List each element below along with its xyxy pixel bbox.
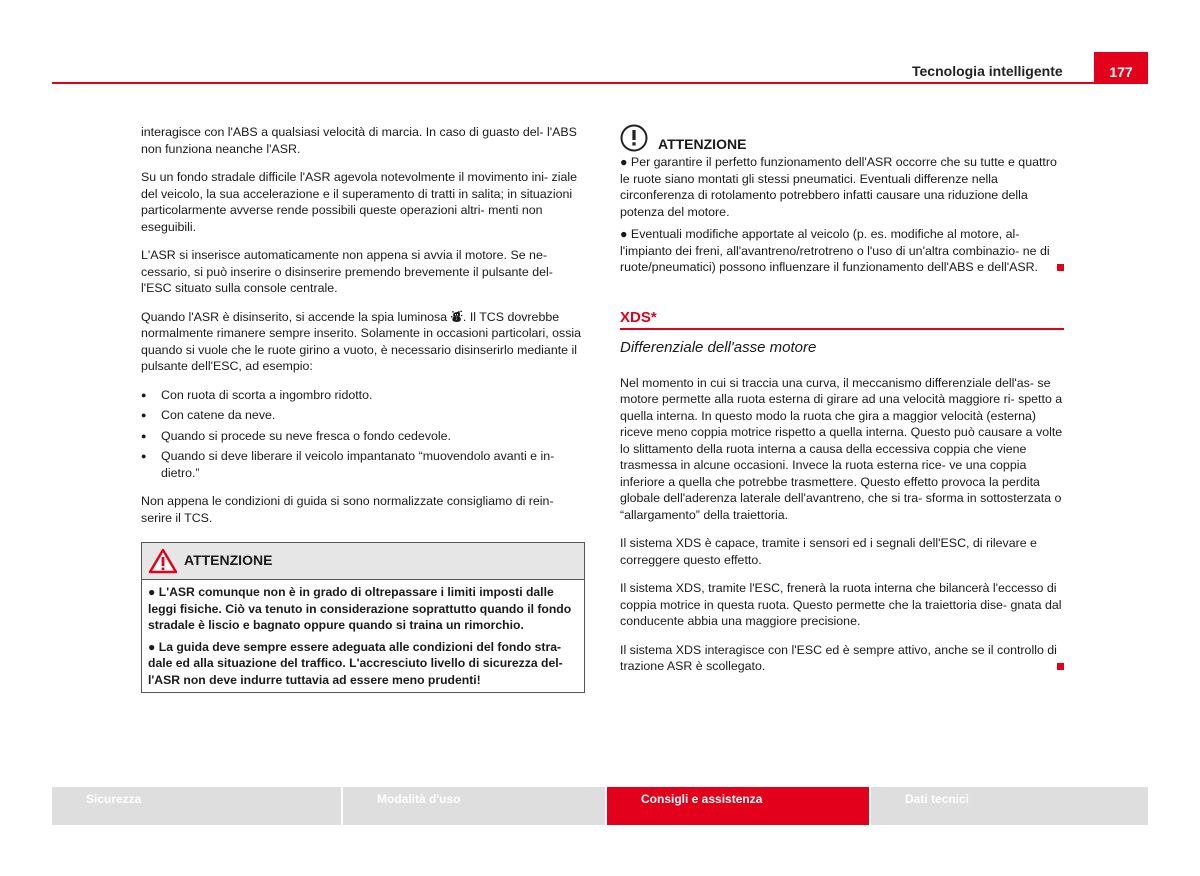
paragraph: L'ASR si inserisce automaticamente non appena si avvia il motore. Se ne- cessario, si può inserire o disinserire premendo brevemente il pulsante del- l'ESC situato sulla console centrale. [141, 248, 553, 295]
caution-title: ATTENZIONE [658, 136, 747, 152]
caution-block [620, 124, 1064, 276]
warning-body [142, 580, 584, 692]
caution-item: ● Eventuali modifiche apportate al veicolo (p. es. modifiche al motore, al- l'impianto dei freni, all'avantreno/retrotreno o l'uso di un'altra combinazio- ne di ruote/pneumatici) possono influenzare il funzionamento dell'ABS e dell'ASR. [620, 226, 1064, 276]
warning-triangle-icon [148, 548, 178, 574]
section-end-marker [1057, 663, 1064, 670]
caution-header [620, 124, 1064, 154]
warning-title: ATTENZIONE [184, 552, 273, 568]
section-end-marker [1057, 264, 1064, 271]
list-item: ● Quando si deve liberare il veicolo impantanato “muovendolo avanti e in- dietro.” [141, 448, 585, 481]
section-subtitle: Differenziale dell'asse motore [620, 339, 817, 356]
list-item: ● Quando si procede su neve fresca o fondo cedevole. [141, 428, 585, 445]
section-title: XDS* [620, 310, 1064, 331]
warning-item: ● L'ASR comunque non è in grado di oltrepassare i limiti imposti dalle leggi fisiche. Ciò va tenuto in considerazione soprattutto quando il fondo stradale è liscio e bagnato oppure quando si traina un rimorchio. [148, 585, 572, 632]
paragraph: Il sistema XDS è capace, tramite i sensori ed i segnali dell'ESC, di rilevare e correggere questo effetto. [620, 536, 1037, 567]
footer-tab-modalita-uso[interactable]: Modalità d'uso [343, 787, 605, 825]
footer-tab-consigli-assistenza[interactable]: Consigli e assistenza [607, 787, 869, 825]
header-rule [52, 82, 1148, 84]
footer-tab-dati-tecnici[interactable]: Dati tecnici [871, 787, 1148, 825]
list-item: ● Con ruota di scorta a ingombro ridotto. [141, 387, 585, 404]
footer-tab-sicurezza[interactable]: Sicurezza [52, 787, 341, 825]
list-item: ● Con catene da neve. [141, 407, 585, 424]
paragraph: Su un fondo stradale difficile l'ASR agevola notevolmente il movimento ini- ziale del veicolo, la sua accelerazione e il superamento di tratti in salita; in situazioni particolarmente avverse rende possibili queste operazioni altri- menti non eseguibili. [141, 170, 578, 234]
chapter-title: Tecnologia intelligente [912, 63, 1063, 79]
paragraph: Il sistema XDS interagisce con l'ESC ed è sempre attivo, anche se il controllo di trazione ASR è scollegato. [620, 642, 1064, 675]
warning-box [141, 542, 585, 693]
paragraph: Quando l'ASR è disinserito, si accende la spia luminosa ⛇. Il TCS dovrebbe normalmente rimanere sempre inserito. Solamente in occasioni particolari, ossia quando si vuole che le ruote girino a vuoto, è necessario disinserirlo mediante il pulsante dell'ESC, ad esempio: [141, 309, 582, 373]
paragraph: interagisce con l'ABS a qualsiasi velocità di marcia. In caso di guasto del- l'ABS non funziona neanche l'ASR. [141, 125, 577, 156]
left-column [141, 124, 585, 693]
footer-nav [52, 787, 1148, 825]
warning-header [142, 543, 584, 580]
right-column [620, 124, 1064, 687]
warning-item: ● La guida deve sempre essere adeguata alle condizioni del fondo stra- dale ed alla situazione del traffico. L'accresciuto livello di sicurezza del- l'ASR non deve indurre tuttavia ad essere meno prudenti! [148, 639, 563, 687]
paragraph: Il sistema XDS, tramite l'ESC, frenerà la ruota interna che bilancerà l'eccesso di coppia motrice in questa ruota. Questo permette che la traiettoria dise- gnata dal conducente abbia una maggiore precisione. [620, 581, 1062, 628]
bullet-list [141, 387, 585, 482]
exclamation-circle-icon [620, 124, 648, 152]
page-number: 177 [1094, 52, 1148, 84]
paragraph: Nel momento in cui si traccia una curva, il meccanismo differenziale dell'as- se motore permette alla ruota esterna di girare ad una velocità maggiore ri- spetto a quella interna. In questo modo la ruota che gira a maggior velocità (esterna) riceve meno coppia motrice rispetto a quella interna. Questo può causare a volte lo slittamento della ruota interna a causa della eccessiva coppia che viene trasmessa in alcune occasioni. Invece la ruota esterna rice- ve una coppia inferiore a quella che potrebbe trasmettere. Questo effetto provoca la perdita globale dell'aderenza laterale dell'avantreno, che si tra- sforma in sottosterzata o “allargamento” della traiettoria. [620, 375, 1063, 522]
caution-item: ● Per garantire il perfetto funzionamento dell'ASR occorre che su tutte e quattro le ruote siano montati gli stessi pneumatici. Eventuali differenze nella circonferenza di rotolamento potrebbero infatti causare una riduzione della potenza del motore. [620, 155, 1057, 219]
paragraph: Non appena le condizioni di guida si sono normalizzate consigliamo di rein- serire il TCS. [141, 494, 554, 525]
